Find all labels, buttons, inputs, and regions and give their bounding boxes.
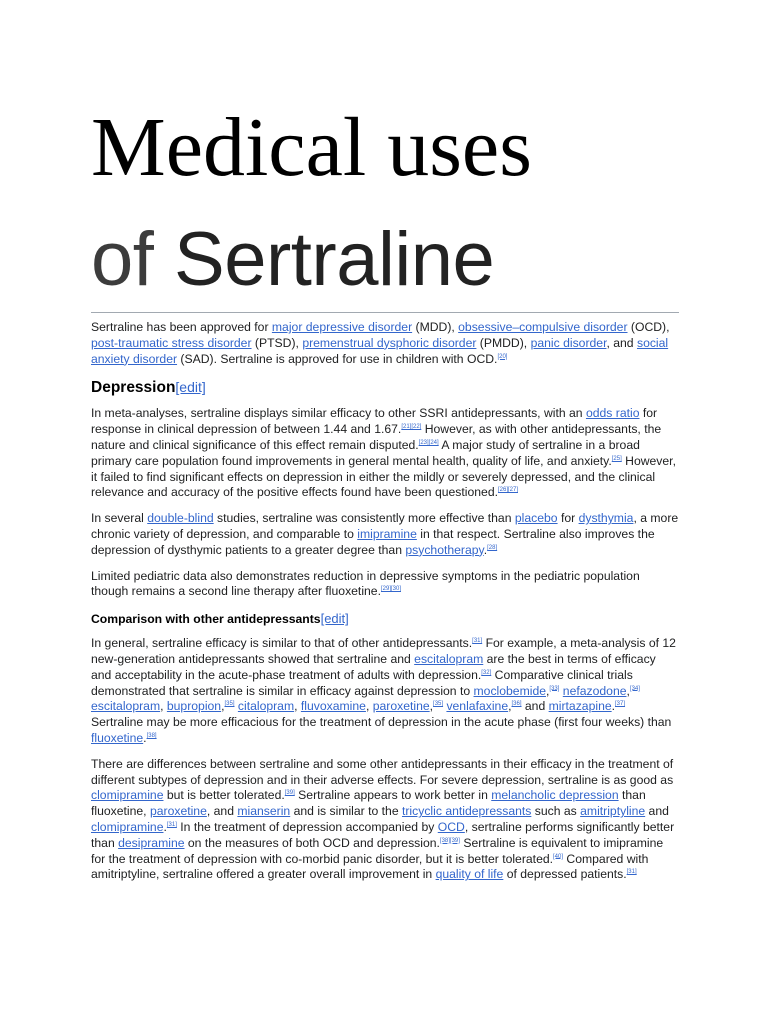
text: Compared with amitriptyline, sertraline offered a greater overall improvement in bbox=[91, 851, 649, 882]
text: , and bbox=[606, 335, 637, 350]
text: Sertraline has been approved for bbox=[91, 320, 272, 334]
text: (PTSD), bbox=[251, 335, 303, 350]
link-ocd[interactable]: obsessive–compulsive disorder bbox=[458, 320, 628, 334]
text: (PMDD), bbox=[476, 335, 531, 350]
text: but is better tolerated. bbox=[163, 788, 285, 803]
comparison-paragraph-2 bbox=[91, 757, 679, 883]
text: In general, sertraline efficacy is similar to that of other antidepressants. bbox=[91, 636, 473, 651]
link-citalopram[interactable]: citalopram bbox=[237, 699, 295, 714]
citation-ref[interactable]: [21][22] bbox=[401, 424, 422, 431]
link-nefazodone[interactable]: nefazodone bbox=[562, 683, 627, 698]
article-body bbox=[91, 320, 679, 893]
text: , bbox=[546, 683, 550, 698]
text: , a more chronic variety of depression, and comparable to bbox=[91, 511, 679, 541]
title-divider bbox=[91, 312, 679, 313]
link-amitriptyline[interactable]: amitriptyline bbox=[580, 804, 646, 819]
intro-paragraph bbox=[91, 320, 679, 367]
citation-ref[interactable]: [34] bbox=[629, 685, 640, 692]
edit-link[interactable]: [edit] bbox=[175, 379, 206, 396]
text: are the best in terms of efficacy and acceptability in the acute-phase treatment of adults with depression. bbox=[91, 651, 656, 682]
citation-ref[interactable]: [35] bbox=[224, 701, 235, 708]
citation-ref[interactable]: [20] bbox=[497, 353, 508, 360]
link-desipramine[interactable]: desipramine bbox=[118, 835, 185, 850]
page-title-line-2 bbox=[91, 212, 494, 308]
text: Comparative clinical trials demonstrated that sertraline is similar in efficacy against depression to bbox=[91, 667, 633, 698]
heading-text: Depression bbox=[91, 379, 176, 397]
text: In the treatment of depression accompanied by bbox=[176, 819, 438, 834]
text: . bbox=[143, 730, 147, 745]
link-ptsd[interactable]: post-traumatic stress disorder bbox=[91, 335, 252, 350]
text: , bbox=[221, 699, 225, 714]
link-placebo[interactable]: placebo bbox=[514, 511, 558, 526]
section-heading-comparison bbox=[91, 610, 679, 628]
title-main: Sertraline bbox=[174, 217, 495, 302]
citation-ref[interactable]: [38][39] bbox=[439, 837, 460, 844]
depression-paragraph-2 bbox=[91, 511, 679, 558]
citation-ref[interactable]: [37] bbox=[615, 701, 626, 708]
link-clomipramine-2[interactable]: clomipramine bbox=[91, 819, 164, 834]
link-ocd-2[interactable]: OCD bbox=[437, 819, 465, 834]
heading-text: Comparison with other antidepressants bbox=[91, 612, 321, 627]
link-major-depressive-disorder[interactable]: major depressive disorder bbox=[271, 320, 413, 334]
citation-ref[interactable]: [23][24] bbox=[418, 439, 439, 446]
text: For example, a meta-analysis of 12 new-generation antidepressants showed that sertraline and bbox=[91, 636, 676, 666]
link-paroxetine[interactable]: paroxetine bbox=[372, 699, 430, 714]
link-tricyclic-antidepressants[interactable]: tricyclic antidepressants bbox=[401, 804, 532, 819]
link-social-anxiety-disorder[interactable]: social anxiety disorder bbox=[91, 335, 669, 366]
edit-link[interactable]: [edit] bbox=[320, 611, 349, 627]
link-melancholic-depression[interactable]: melancholic depression bbox=[491, 788, 619, 803]
link-paroxetine-2[interactable]: paroxetine bbox=[149, 804, 207, 819]
link-escitalopram-2[interactable]: escitalopram bbox=[91, 699, 161, 714]
text: and is similar to the bbox=[290, 804, 402, 819]
link-fluoxetine[interactable]: fluoxetine bbox=[91, 730, 144, 745]
text: . bbox=[611, 699, 616, 714]
depression-paragraph-3 bbox=[91, 569, 679, 601]
text: for bbox=[557, 511, 579, 526]
text: However, as with other antidepressants, the nature and clinical significance of this effect remain disputed. bbox=[91, 422, 662, 452]
text: , bbox=[160, 699, 167, 714]
link-clomipramine[interactable]: clomipramine bbox=[91, 788, 164, 803]
text: , bbox=[294, 699, 301, 714]
text: However, it failed to find significant effects on depression in either the mildly or severely depressed, and the clinical relevance and accuracy of the positive effects found have been questioned. bbox=[91, 453, 676, 500]
text: of depressed patients. bbox=[503, 867, 627, 882]
citation-ref[interactable]: [25] bbox=[611, 455, 622, 462]
citation-ref[interactable]: [38] bbox=[146, 732, 157, 739]
text: Sertraline appears to work better in bbox=[294, 788, 492, 803]
text: A major study of sertraline in a broad primary care population found improvements in general mental health, quality of life, and anxiety. bbox=[91, 437, 640, 468]
citation-ref[interactable]: [31] bbox=[166, 821, 177, 828]
link-psychotherapy[interactable]: psychotherapy bbox=[405, 542, 484, 557]
text: (SAD). Sertraline is approved for use in children with OCD. bbox=[177, 351, 498, 366]
text: , bbox=[508, 699, 512, 714]
link-pmdd[interactable]: premenstrual dysphoric disorder bbox=[302, 335, 477, 350]
link-imipramine[interactable]: imipramine bbox=[357, 526, 417, 541]
citation-ref[interactable]: [26][27] bbox=[497, 487, 518, 494]
citation-ref[interactable]: [40] bbox=[553, 853, 564, 860]
comparison-paragraph-1 bbox=[91, 636, 679, 747]
link-mianserin[interactable]: mianserin bbox=[237, 804, 291, 819]
text: , bbox=[429, 699, 434, 714]
title-prefix: of bbox=[91, 217, 174, 302]
text: than fluoxetine, bbox=[91, 788, 646, 819]
link-odds-ratio[interactable]: odds ratio bbox=[585, 406, 640, 421]
text: on the measures of both OCD and depression. bbox=[184, 835, 440, 850]
link-venlafaxine[interactable]: venlafaxine bbox=[446, 699, 509, 714]
text: Sertraline is equivalent to imipramine for the treatment of depression with co-morbid panic disorder, but it is better tolerated. bbox=[91, 835, 664, 866]
text: In meta-analyses, sertraline displays similar efficacy to other SSRI antidepressants, with an bbox=[91, 406, 586, 421]
text: . bbox=[483, 542, 488, 557]
text: , bbox=[626, 683, 630, 698]
link-fluvoxamine[interactable]: fluvoxamine bbox=[300, 699, 366, 714]
text: such as bbox=[531, 804, 581, 819]
text: (MDD), bbox=[412, 320, 459, 334]
text: Sertraline may be more efficacious for the treatment of depression in the acute phase (first four weeks) than bbox=[91, 715, 672, 730]
citation-ref[interactable]: [33] bbox=[549, 685, 560, 692]
citation-ref[interactable]: [36] bbox=[511, 701, 522, 708]
text: Limited pediatric data also demonstrates reduction in depressive symptoms in the pediatric population though remains a second line therapy after fluoxetine. bbox=[91, 568, 640, 599]
link-moclobemide[interactable]: moclobemide bbox=[473, 683, 546, 698]
text: , sertraline performs significantly better than bbox=[91, 819, 675, 850]
link-escitalopram[interactable]: escitalopram bbox=[414, 651, 484, 666]
depression-paragraph-1 bbox=[91, 406, 679, 501]
page-title-line-1: Medical uses bbox=[91, 101, 532, 194]
text: , bbox=[365, 699, 373, 714]
citation-ref[interactable]: [39] bbox=[284, 790, 295, 797]
text: There are differences between sertraline and some other antidepressants in their efficacy in the treatment of different subtypes of depression and in their adverse effects. For severe depression, sertraline is as good as bbox=[91, 756, 674, 787]
link-dysthymia[interactable]: dysthymia bbox=[578, 511, 634, 526]
text: and bbox=[645, 804, 669, 819]
citation-ref[interactable]: [28] bbox=[487, 544, 498, 551]
link-bupropion[interactable]: bupropion bbox=[166, 699, 222, 714]
section-heading-depression bbox=[91, 377, 679, 398]
text: for response in clinical depression of between 1.44 and 1.67. bbox=[91, 406, 658, 437]
link-mirtazapine[interactable]: mirtazapine bbox=[548, 699, 612, 714]
text: . bbox=[163, 819, 167, 834]
citation-ref[interactable]: [31] bbox=[472, 638, 483, 645]
text: and bbox=[521, 699, 549, 714]
citation-ref[interactable]: [31] bbox=[626, 869, 637, 876]
link-panic-disorder[interactable]: panic disorder bbox=[530, 335, 607, 350]
text: studies, sertraline was consistently more effective than bbox=[213, 511, 515, 526]
text: in that respect. Sertraline also improves the depression of dysthymic patients to a greater degree than bbox=[91, 526, 655, 557]
citation-ref[interactable]: [35] bbox=[433, 701, 444, 708]
link-quality-of-life[interactable]: quality of life bbox=[435, 867, 504, 882]
text: , and bbox=[206, 804, 238, 819]
text: In several bbox=[91, 511, 148, 526]
text: (OCD), bbox=[627, 320, 670, 334]
link-double-blind[interactable]: double-blind bbox=[147, 511, 214, 526]
citation-ref[interactable]: [32] bbox=[481, 669, 492, 676]
citation-ref[interactable]: [29][30] bbox=[380, 586, 401, 593]
